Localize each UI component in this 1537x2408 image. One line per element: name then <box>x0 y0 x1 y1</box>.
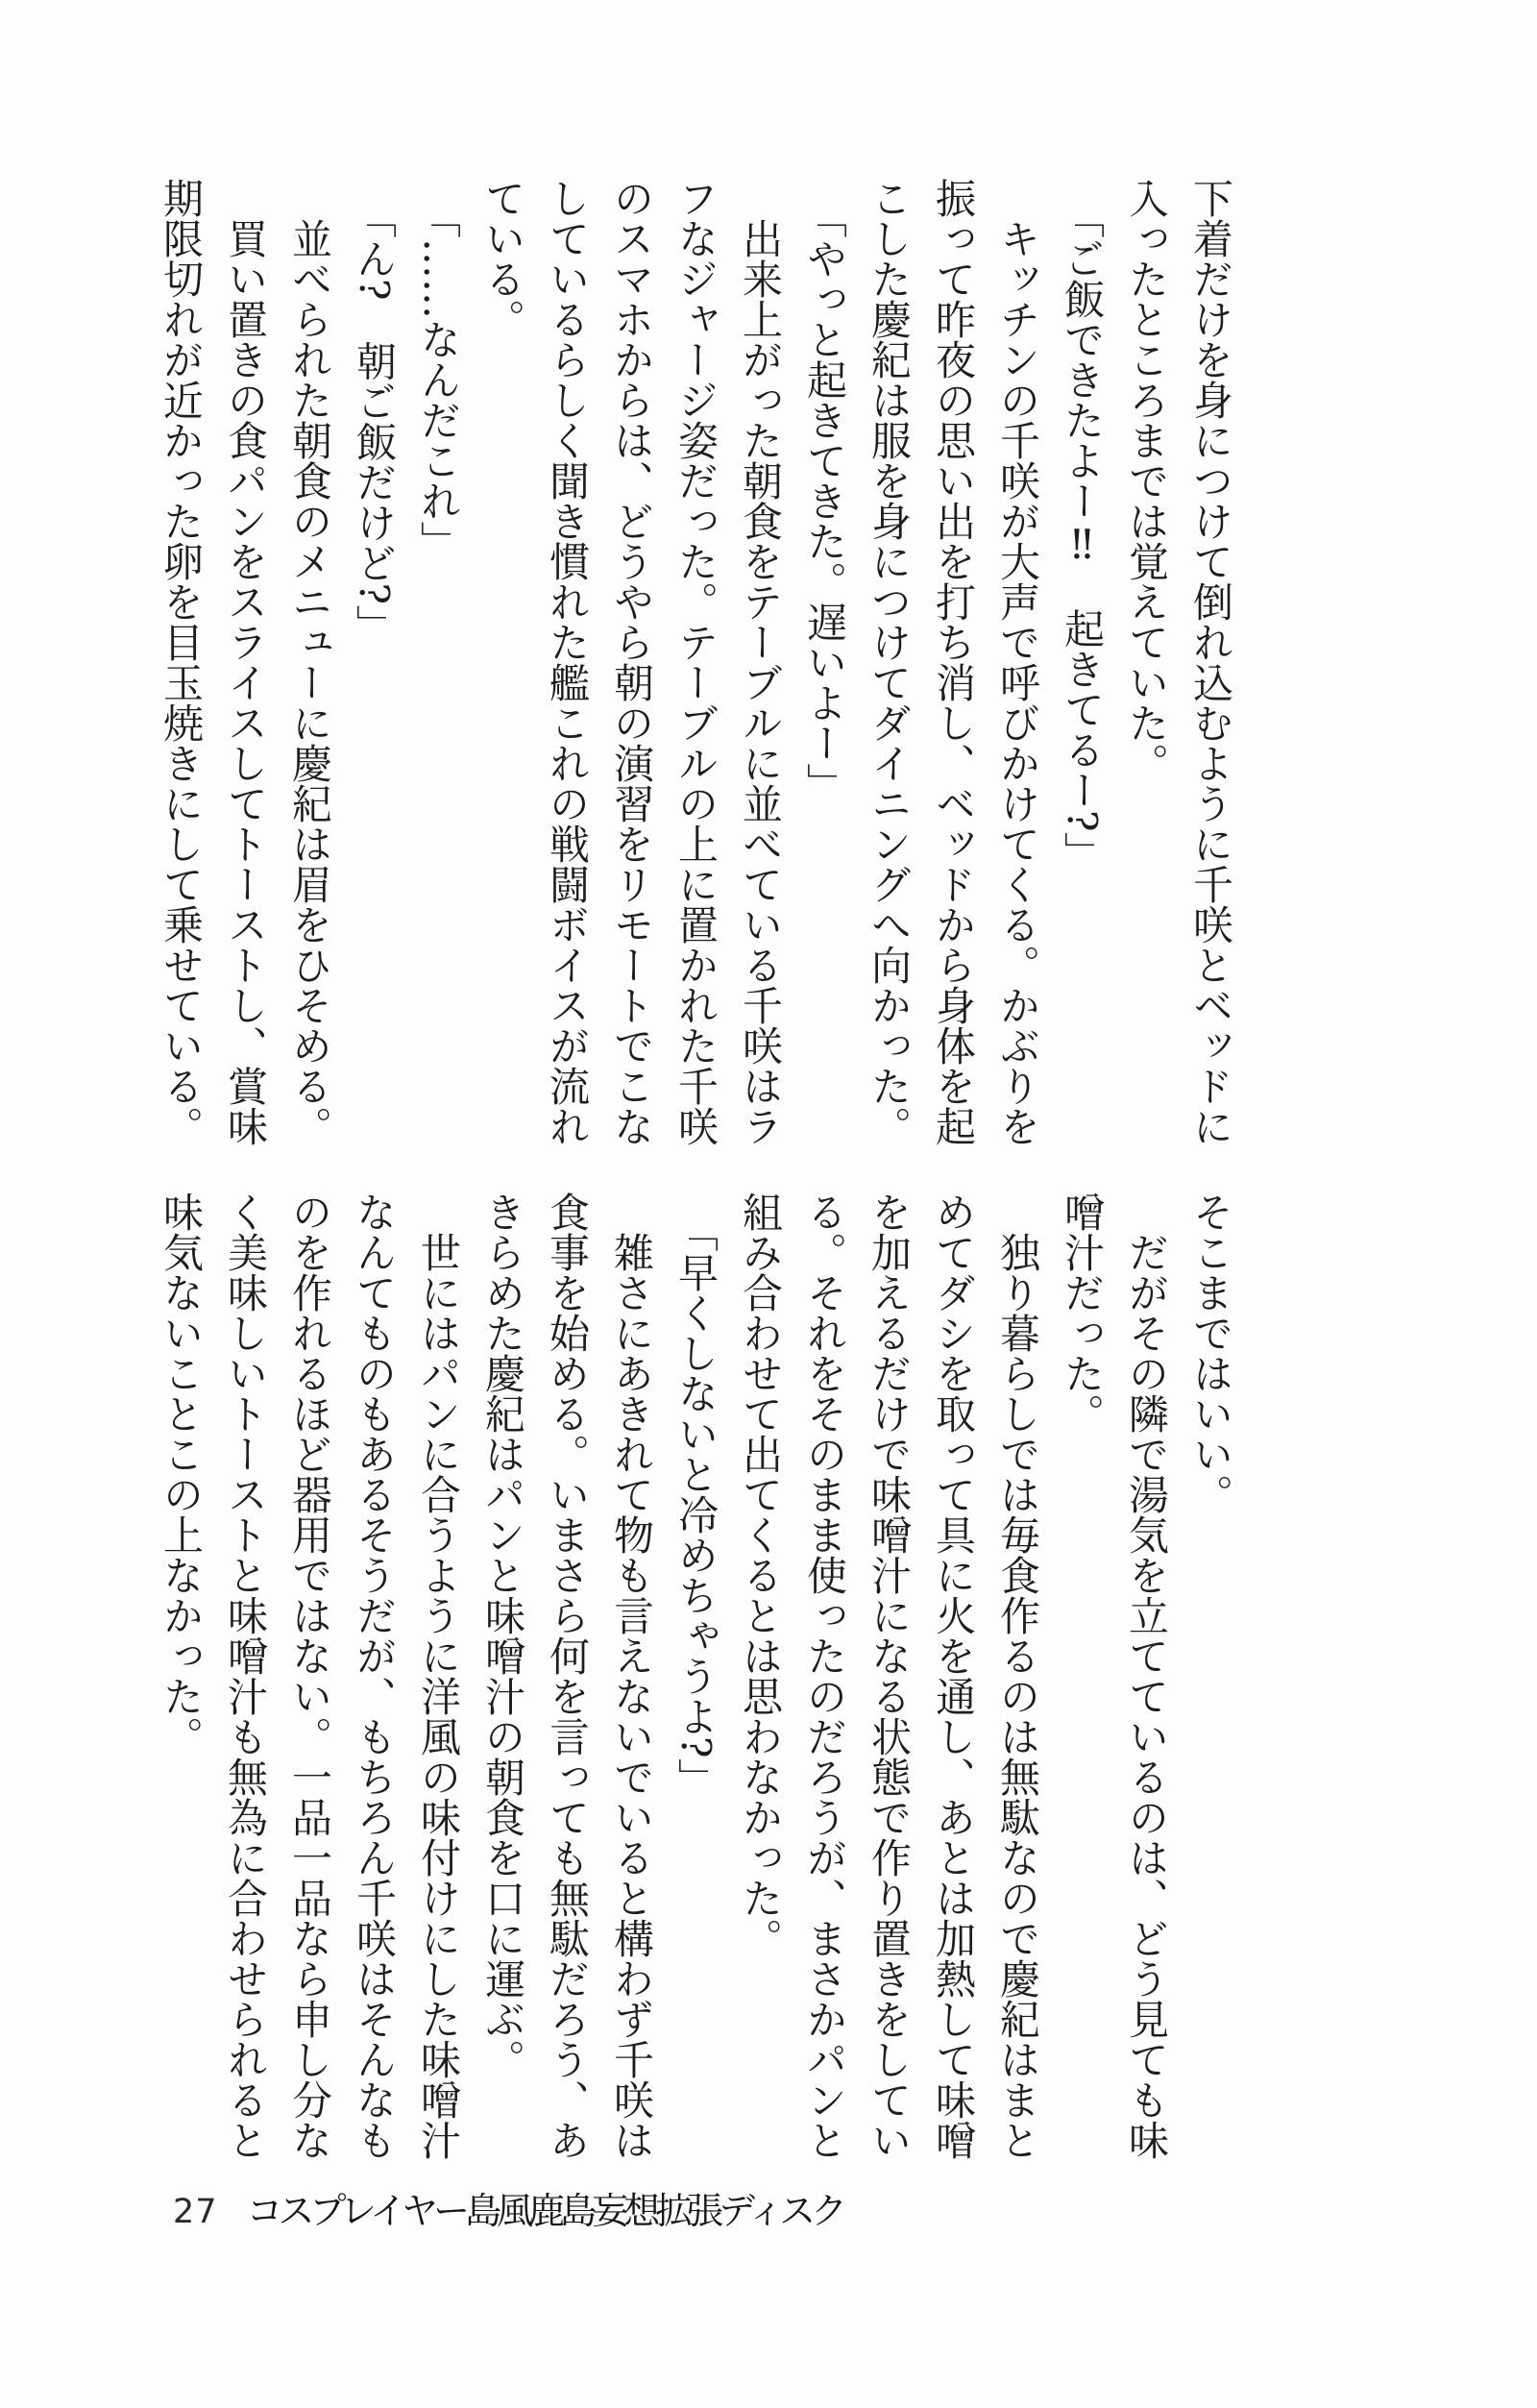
text-line: きらめた慶紀はパンと味噌汁の朝食を口に運ぶ。 <box>479 1192 526 2079</box>
text-line: 振って昨夜の思い出を打ち消し、ベッドから身体を起 <box>930 178 977 1146</box>
text-line: 「ん? 朝ご飯だけど?」 <box>351 198 398 646</box>
text-line: る。それをそのまま使ったのだろうが、まさかパンと <box>801 1192 848 2160</box>
text-line: 「早くしないと冷めちゃうよ?」 <box>672 1212 720 1799</box>
text-line: 下着だけを身につけて倒れ込むように千咲とベッドに <box>1187 178 1234 1146</box>
footer-book-title: コスプレイヤー島風鹿島妄想拡張ディスク <box>246 2190 843 2232</box>
text-line: キッチンの千咲が大声で呼びかけてくる。かぶりを <box>994 218 1041 1146</box>
text-line: 並べられた朝食のメニューに慶紀は眉をひそめる。 <box>286 218 333 1146</box>
text-line: 入ったところまでは覚えていた。 <box>1123 178 1170 783</box>
text-line: 「やっと起きてきた。遅いよー」 <box>801 198 848 803</box>
text-line: 「ご飯できたよー‼ 起きてるー?」 <box>1059 198 1106 872</box>
text-line: 味気ないことこの上なかった。 <box>158 1192 205 1757</box>
page-number: 27 <box>173 2193 218 2231</box>
text-line: フなジャージ姿だった。テーブルの上に置かれた千咲 <box>672 178 720 1146</box>
text-line: 独り暮らしでは毎食作るのは無駄なので慶紀はまと <box>994 1232 1041 2160</box>
text-line: 雑さにあきれて物も言えないでいると構わず千咲は <box>608 1232 655 2160</box>
text-line: 食事を始める。いまさら何を言っても無駄だろう、あ <box>544 1192 591 2160</box>
text-line: しているらしく聞き慣れた艦これの戦闘ボイスが流れ <box>544 178 591 1146</box>
text-line: めてダシを取って具に火を通し、あとは加熱して味噌 <box>930 1192 977 2160</box>
text-line: こした慶紀は服を身につけてダイニングへ向かった。 <box>866 178 913 1146</box>
text-line: のを作れるほど器用ではない。一品一品なら申し分な <box>286 1192 333 2160</box>
text-line: ている。 <box>479 178 526 339</box>
text-line: を加えるだけで味噌汁になる状態で作り置きをしてい <box>866 1192 913 2160</box>
text-line: く美味しいトーストと味噌汁も無為に合わせられると <box>222 1192 269 2160</box>
text-line: 出来上がった朝食をテーブルに並べている千咲はラ <box>737 218 784 1146</box>
text-block-top <box>148 178 1243 1167</box>
text-line: のスマホからは、どうやら朝の演習をリモートでこな <box>608 178 655 1146</box>
text-line: 「……なんだこれ」 <box>415 198 462 561</box>
text-block-bottom <box>148 1192 1243 2181</box>
text-line: 買い置きの食パンをスライスしてトーストし、賞味 <box>222 218 269 1146</box>
text-line: だがその隣で湯気を立てているのは、どう見ても味 <box>1123 1232 1170 2160</box>
text-line: そこまではいい。 <box>1187 1192 1234 1514</box>
text-line: なんてものもあるそうだが、もちろん千咲はそんなも <box>351 1192 398 2160</box>
page-footer <box>173 2190 843 2232</box>
text-line: 期限切れが近かった卵を目玉焼きにして乗せている。 <box>158 178 205 1146</box>
text-line: 噌汁だった。 <box>1059 1192 1106 1434</box>
text-line: 世にはパンに合うように洋風の味付けにした味噌汁 <box>415 1232 462 2160</box>
text-line: 組み合わせて出てくるとは思わなかった。 <box>737 1192 784 1958</box>
